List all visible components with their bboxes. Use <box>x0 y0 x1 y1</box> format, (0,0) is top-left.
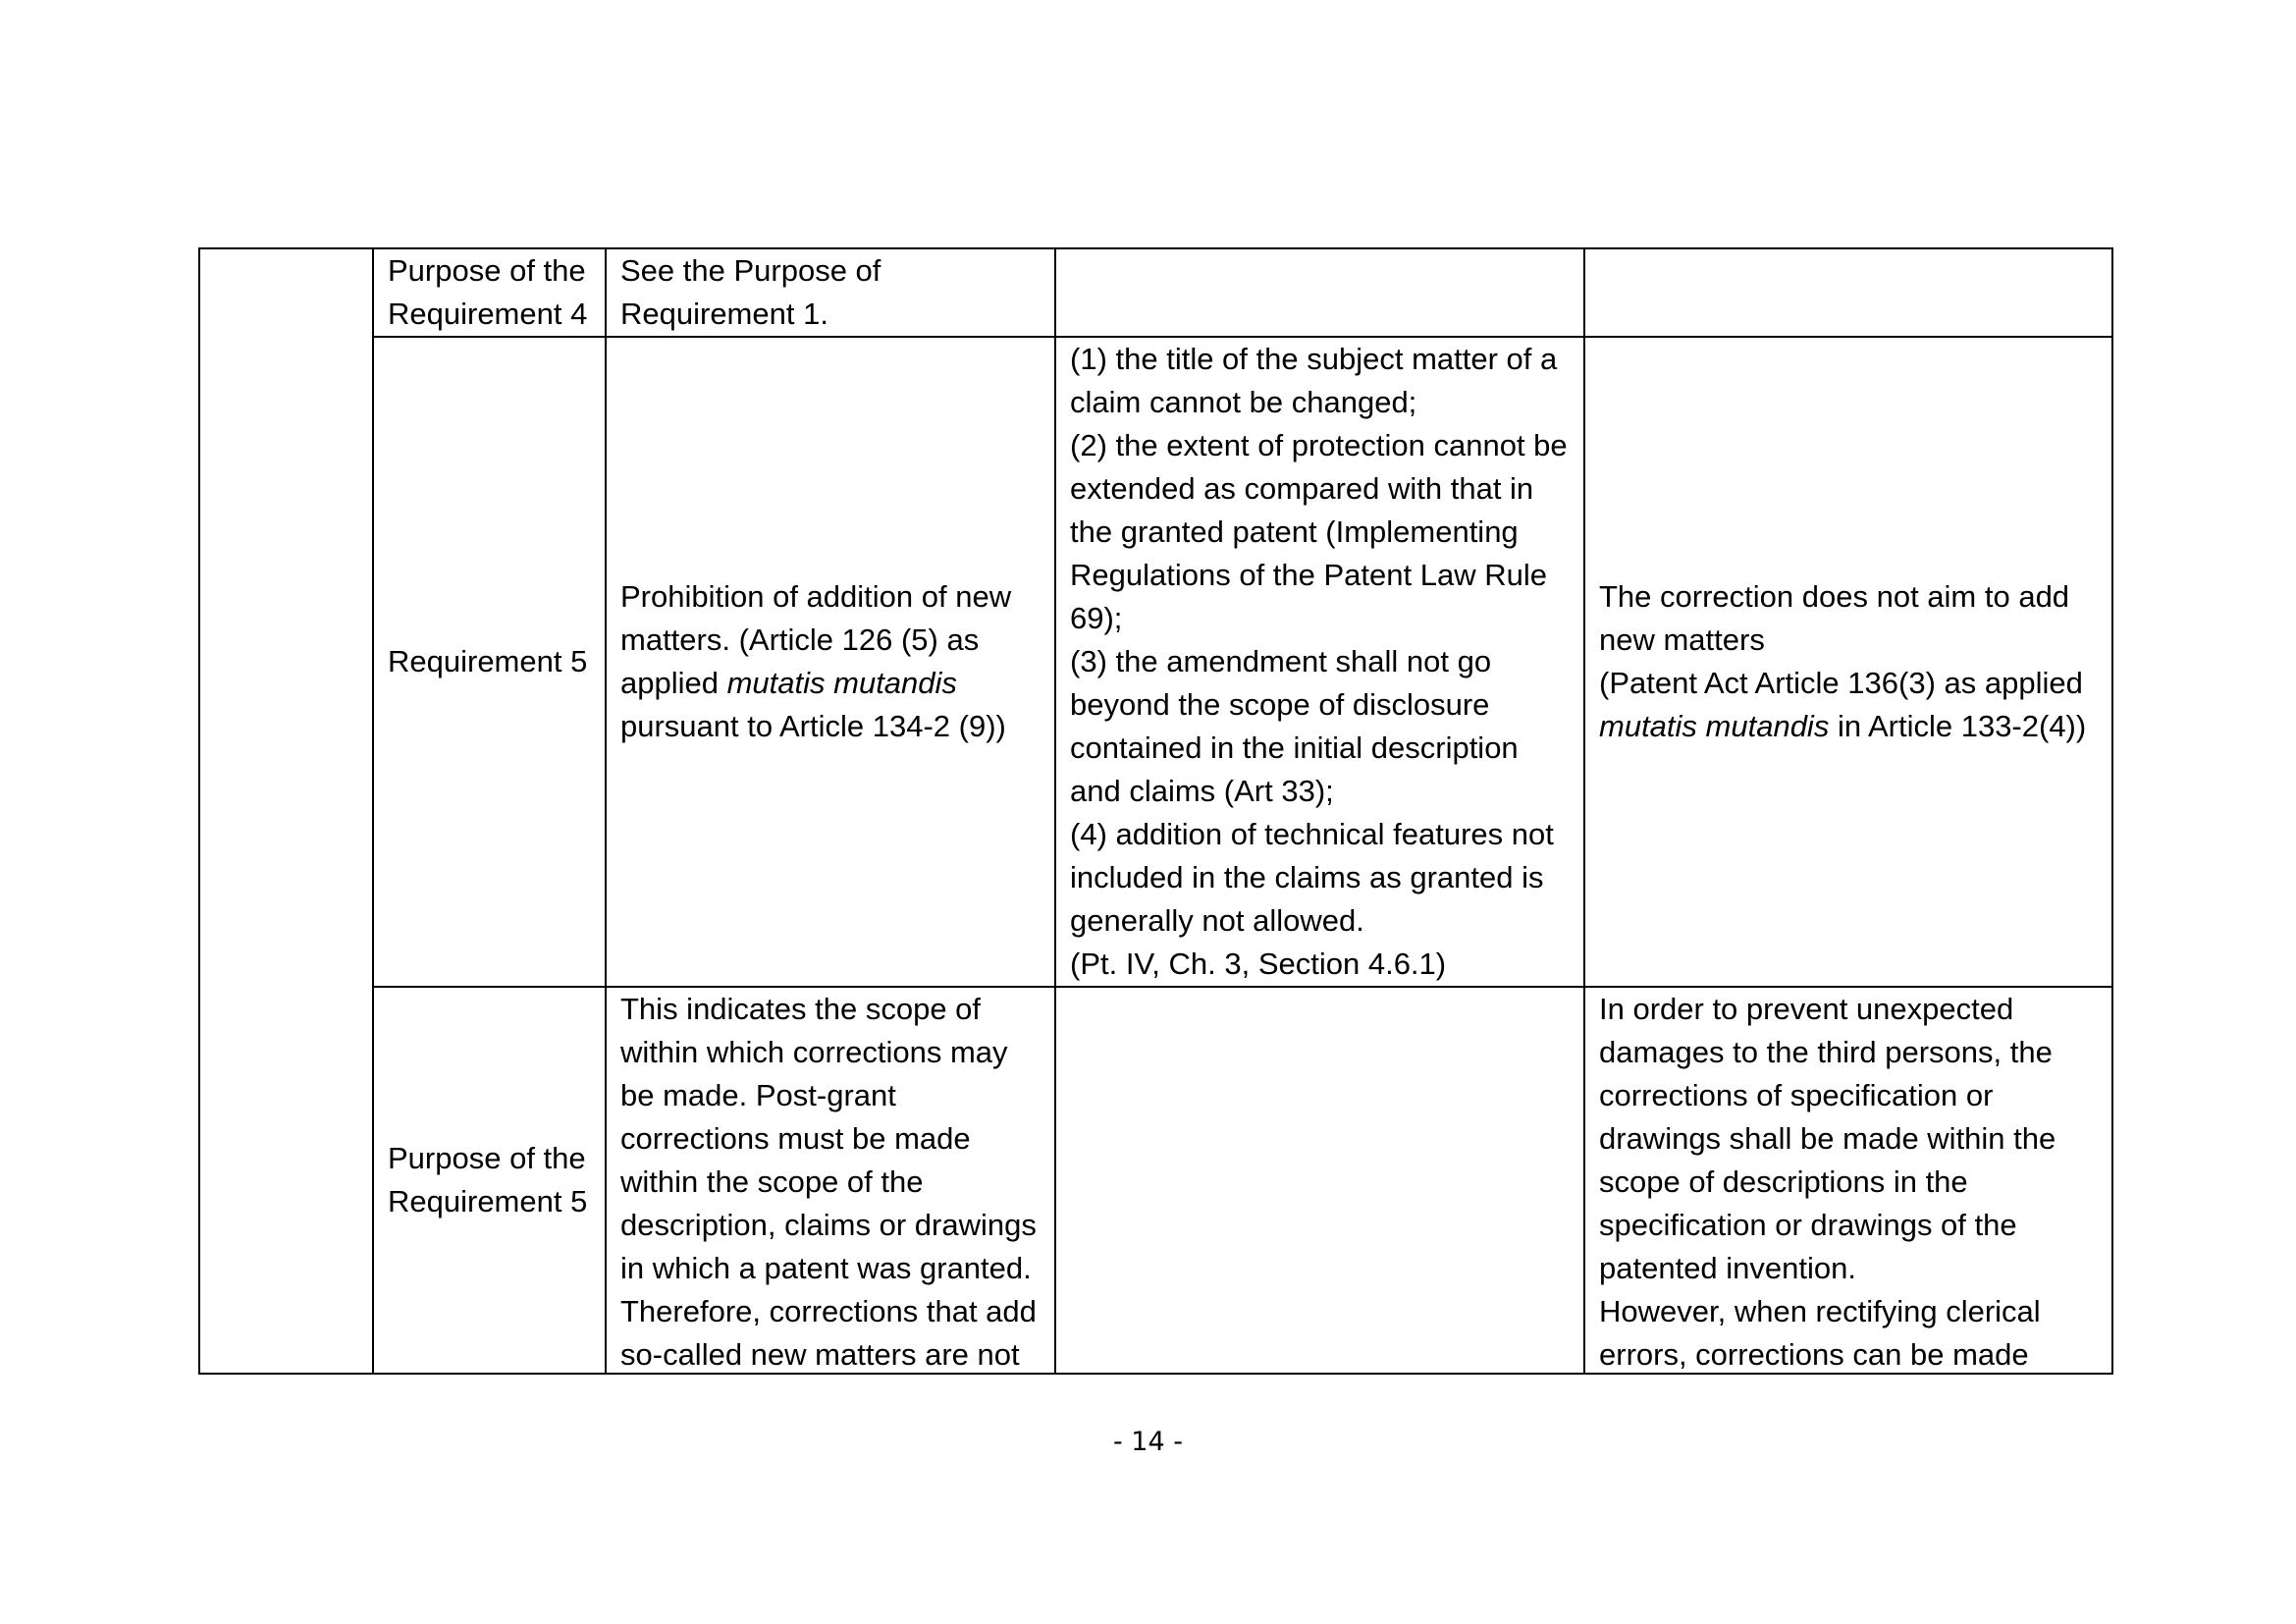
page-number: - 14 - <box>1112 1427 1183 1457</box>
table-row-purpose-requirement-5 <box>199 987 2112 1374</box>
row-label: Requirement 5 <box>388 644 588 678</box>
comparison-table <box>198 247 2113 1375</box>
col-b-cell <box>1055 337 1584 987</box>
col-a-text-italic: mutatis mutandis <box>726 666 957 700</box>
col-a-text: This indicates the scope of within which corrections may be made. Post-grant corrections must be made within the scope of the description, claims or drawings in which a patent was granted. Therefore, corrections that add so-called new matters are not <box>620 992 1037 1372</box>
col-a-text: See the Purpose of Requirement 1. <box>620 253 881 331</box>
col-c-text-italic: mutatis mutandis <box>1599 709 1830 743</box>
col-c-text-part2: in Article 133-2(4)) <box>1829 709 2087 743</box>
row-label-cell <box>373 248 606 337</box>
table-row-requirement-5 <box>199 337 2112 987</box>
col-a-cell <box>606 337 1055 987</box>
col-c-cell <box>1584 337 2112 987</box>
col-c-cell <box>1584 248 2112 337</box>
col-c-cell <box>1584 987 2112 1374</box>
col-b-text: (1) the title of the subject matter of a claim cannot be changed; (2) the extent of protection cannot be extended as compared with that in the granted patent (Implementing Regulations of the Patent Law Rule 69); (3) the amendment shall not go beyond the scope of disclosure contained in the initial description and claims (Art 33); (4) addition of technical features not included in the claims as granted is generally not allowed. (Pt. IV, Ch. 3, Section 4.6.1) <box>1070 342 1568 981</box>
row-label-cell <box>373 987 606 1374</box>
category-cell <box>199 248 373 1374</box>
row-label-cell <box>373 337 606 987</box>
col-a-text-part1: Prohibition of addition of new matters. (Article 126 (5) as applied <box>620 579 1012 700</box>
col-a-text-part2: pursuant to Article 134-2 (9)) <box>620 709 1006 743</box>
col-b-cell <box>1055 248 1584 337</box>
row-label: Purpose of the Requirement 5 <box>388 1141 588 1218</box>
row-label: Purpose of the Requirement 4 <box>388 253 588 331</box>
col-c-text-part1: The correction does not aim to add new matters (Patent Act Article 136(3) as applied <box>1599 579 2083 700</box>
col-b-cell <box>1055 987 1584 1374</box>
col-a-cell <box>606 248 1055 337</box>
col-c-text: In order to prevent unexpected damages to the third persons, the corrections of specification or drawings shall be made within the scope of descriptions in the specification or drawings of the patented invention. However, when rectifying clerical errors, corrections can be made <box>1599 992 2056 1372</box>
col-a-cell <box>606 987 1055 1374</box>
table-row-purpose-requirement-4 <box>199 248 2112 337</box>
